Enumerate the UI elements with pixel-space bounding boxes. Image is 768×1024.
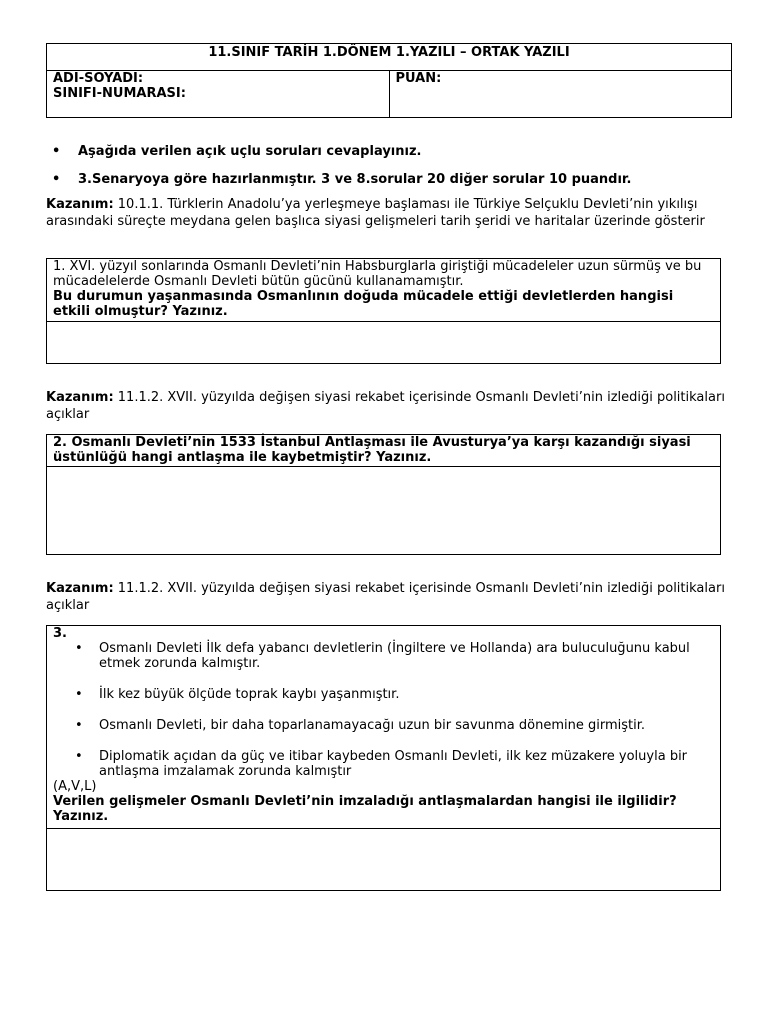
student-info-cell xyxy=(47,71,390,118)
question-1-context: 1. XVI. yüzyıl sonlarında Osmanlı Devleti’nin Habsburglarla giriştiği mücadeleler uzun sürmüş ve bu mücadelelerde Osmanlı Devleti bütün gücünü kullanamamıştır. xyxy=(53,259,702,289)
bullet-icon: • xyxy=(75,641,83,656)
answer-area-3[interactable] xyxy=(47,829,720,889)
question-3-text xyxy=(47,626,720,829)
question-1-prompt: Bu durumun yaşanmasında Osmanlının doğuda mücadele ettiği devletlerden hangisi etkili olmuştur? Yazınız. xyxy=(53,289,674,319)
question-1-text xyxy=(47,259,720,322)
list-item: • Osmanlı Devleti İlk defa yabancı devletlerin (İngiltere ve Hollanda) ara buluculuğunu kabul etmek zorunda kalmıştır. xyxy=(75,641,690,671)
bullet-icon: • xyxy=(75,687,83,702)
score-label: PUAN: xyxy=(395,71,442,86)
question-1-box xyxy=(46,258,721,364)
instruction-list xyxy=(52,143,732,199)
class-number-label: SINIFI-NUMARASI: xyxy=(53,86,186,101)
bullet-icon: • xyxy=(75,718,83,733)
outcome-label: Kazanım: xyxy=(46,390,114,405)
bullet-icon: • xyxy=(52,144,61,159)
bullet-icon: • xyxy=(75,749,83,764)
instruction-item: • Aşağıda verilen açık uçlu soruları cevaplayınız. xyxy=(52,144,422,159)
answer-area-1[interactable] xyxy=(47,322,720,362)
name-label: ADI-SOYADI: xyxy=(53,71,144,86)
learning-outcome-3 xyxy=(46,580,726,614)
outcome-text: 11.1.2. XVII. yüzyılda değişen siyasi rekabet içerisinde Osmanlı Devleti’nin izlediği politikaları açıklar xyxy=(46,581,725,613)
question-3-prompt: Verilen gelişmeler Osmanlı Devleti’nin imzaladığı antlaşmalardan hangisi ile ilgilidir? Yazınız. xyxy=(53,794,677,824)
outcome-label: Kazanım: xyxy=(46,581,114,596)
outcome-text: 11.1.2. XVII. yüzyılda değişen siyasi rekabet içerisinde Osmanlı Devleti’nin izlediği politikaları açıklar xyxy=(46,390,725,422)
learning-outcome-1 xyxy=(46,196,726,230)
question-2-box xyxy=(46,434,721,555)
instruction-item: • 3.Senaryoya göre hazırlanmıştır. 3 ve 8.sorular 20 diğer sorular 10 puandır. xyxy=(52,172,632,187)
learning-outcome-2 xyxy=(46,389,726,423)
bullet-icon: • xyxy=(52,172,61,187)
exam-header-table xyxy=(46,43,732,118)
list-item: • İlk kez büyük ölçüde toprak kaybı yaşanmıştır. xyxy=(75,687,400,702)
question-2-prompt: 2. Osmanlı Devleti’nin 1533 İstanbul Antlaşması ile Avusturya’ya karşı kazandığı siyasi üstünlüğü hangi antlaşma ile kaybetmiştir? Yazınız. xyxy=(53,435,691,465)
question-3-hint: (A,V,L) xyxy=(53,779,97,794)
score-cell xyxy=(389,71,732,118)
question-2-text xyxy=(47,435,720,467)
outcome-label: Kazanım: xyxy=(46,197,114,212)
question-3-box xyxy=(46,625,721,891)
question-3-number: 3. xyxy=(53,626,67,641)
list-item: • Osmanlı Devleti, bir daha toparlanamayacağı uzun bir savunma dönemine girmiştir. xyxy=(75,718,646,733)
answer-area-2[interactable] xyxy=(47,467,720,554)
outcome-text: 10.1.1. Türklerin Anadolu’ya yerleşmeye başlaması ile Türkiye Selçuklu Devleti’nin yıkılışı arasındaki süreçte meydana gelen başlıca siyasi gelişmeleri tarih şeridi ve haritalar üzerinde gösterir xyxy=(46,197,705,229)
exam-title: 11.SINIF TARİH 1.DÖNEM 1.YAZILI – ORTAK YAZILI xyxy=(47,44,732,71)
question-3-items xyxy=(53,641,714,779)
list-item: • Diplomatik açıdan da güç ve itibar kaybeden Osmanlı Devleti, ilk kez müzakere yoluyla bir antlaşma imzalamak zorunda kalmıştır xyxy=(75,749,688,779)
